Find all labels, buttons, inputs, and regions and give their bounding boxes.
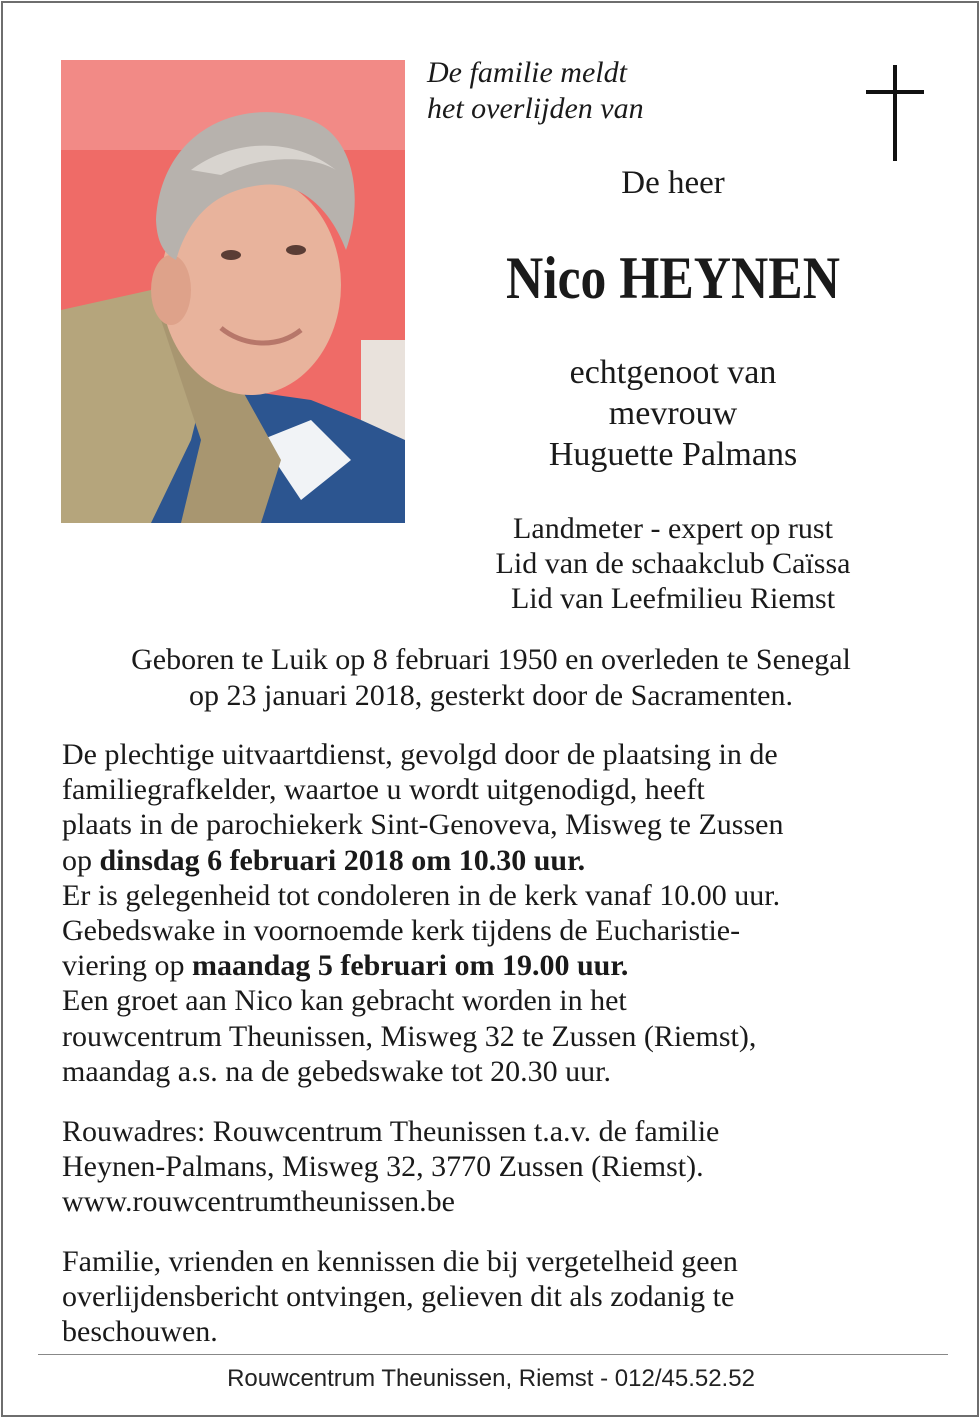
service-line: Een groet aan Nico kan gebracht worden in het xyxy=(62,984,627,1018)
address-line: Heynen-Palmans, Misweg 32, 3770 Zussen (Riemst). xyxy=(62,1150,704,1184)
spouse-block xyxy=(433,352,913,475)
intro-line: het overlijden van xyxy=(427,92,644,125)
service-paragraph xyxy=(62,737,962,1089)
roles-block xyxy=(433,511,913,616)
funeral-date: dinsdag 6 februari 2018 om 10.30 uur. xyxy=(99,843,586,877)
spouse-line: Huguette Palmans xyxy=(548,436,798,473)
birth-line: Geboren te Luik op 8 februari 1950 en overleden te Senegal xyxy=(131,643,851,676)
service-line: maandag a.s. na de gebedswake tot 20.30 uur. xyxy=(62,1054,612,1088)
cross-horizontal xyxy=(866,90,924,94)
service-line xyxy=(62,843,962,878)
address-paragraph xyxy=(62,1114,962,1220)
honorific: De heer xyxy=(621,165,725,201)
obituary-card xyxy=(1,1,979,1417)
birth-line: op 23 januari 2018, gesterkt door de Sacramenten. xyxy=(189,679,793,712)
wake-date: maandag 5 februari om 19.00 uur. xyxy=(191,949,629,983)
notice-line: Familie, vrienden en kennissen die bij vergetelheid geen xyxy=(62,1245,738,1278)
service-line: Gebedswake in voornoemde kerk tijdens de Eucharistie- xyxy=(62,914,741,948)
service-text: viering op xyxy=(62,949,192,983)
intro-line: De familie meldt xyxy=(427,56,627,89)
cross-vertical xyxy=(893,65,897,161)
spouse-line: mevrouw xyxy=(608,395,738,432)
role-line: Lid van de schaakclub Caïssa xyxy=(495,547,851,580)
deceased-name: Nico HEYNEN xyxy=(506,245,840,311)
role-line: Landmeter - expert op rust xyxy=(513,512,833,545)
birth-death-text xyxy=(33,642,949,714)
role-line: Lid van Leefmilieu Riemst xyxy=(510,582,836,615)
footer-text: Rouwcentrum Theunissen, Riemst - 012/45.52.52 xyxy=(227,1365,755,1392)
service-line: rouwcentrum Theunissen, Misweg 32 te Zussen (Riemst), xyxy=(62,1019,757,1053)
cross-icon xyxy=(866,65,924,161)
portrait-photo xyxy=(61,60,405,523)
address-line: Rouwadres: Rouwcentrum Theunissen t.a.v. de familie xyxy=(62,1115,720,1148)
service-line: plaats in de parochiekerk Sint-Genoveva, Misweg te Zussen xyxy=(62,808,784,842)
website-link[interactable]: www.rouwcentrumtheunissen.be xyxy=(62,1185,455,1219)
footer-divider xyxy=(38,1354,948,1355)
service-line xyxy=(62,948,962,983)
intro-text xyxy=(427,55,644,127)
service-line: familiegrafkelder, waartoe u wordt uitgenodigd, heeft xyxy=(62,773,705,807)
spouse-line: echtgenoot van xyxy=(569,354,777,391)
service-line: De plechtige uitvaartdienst, gevolgd door de plaatsing in de xyxy=(62,738,778,771)
service-line: Er is gelegenheid tot condoleren in de kerk vanaf 10.00 uur. xyxy=(62,878,781,912)
service-text: op xyxy=(62,843,100,877)
notice-line: overlijdensbericht ontvingen, gelieven dit als zodanig te xyxy=(62,1280,735,1314)
notice-paragraph xyxy=(62,1244,962,1350)
notice-line: beschouwen. xyxy=(62,1315,218,1349)
portrait-illustration xyxy=(61,60,405,523)
